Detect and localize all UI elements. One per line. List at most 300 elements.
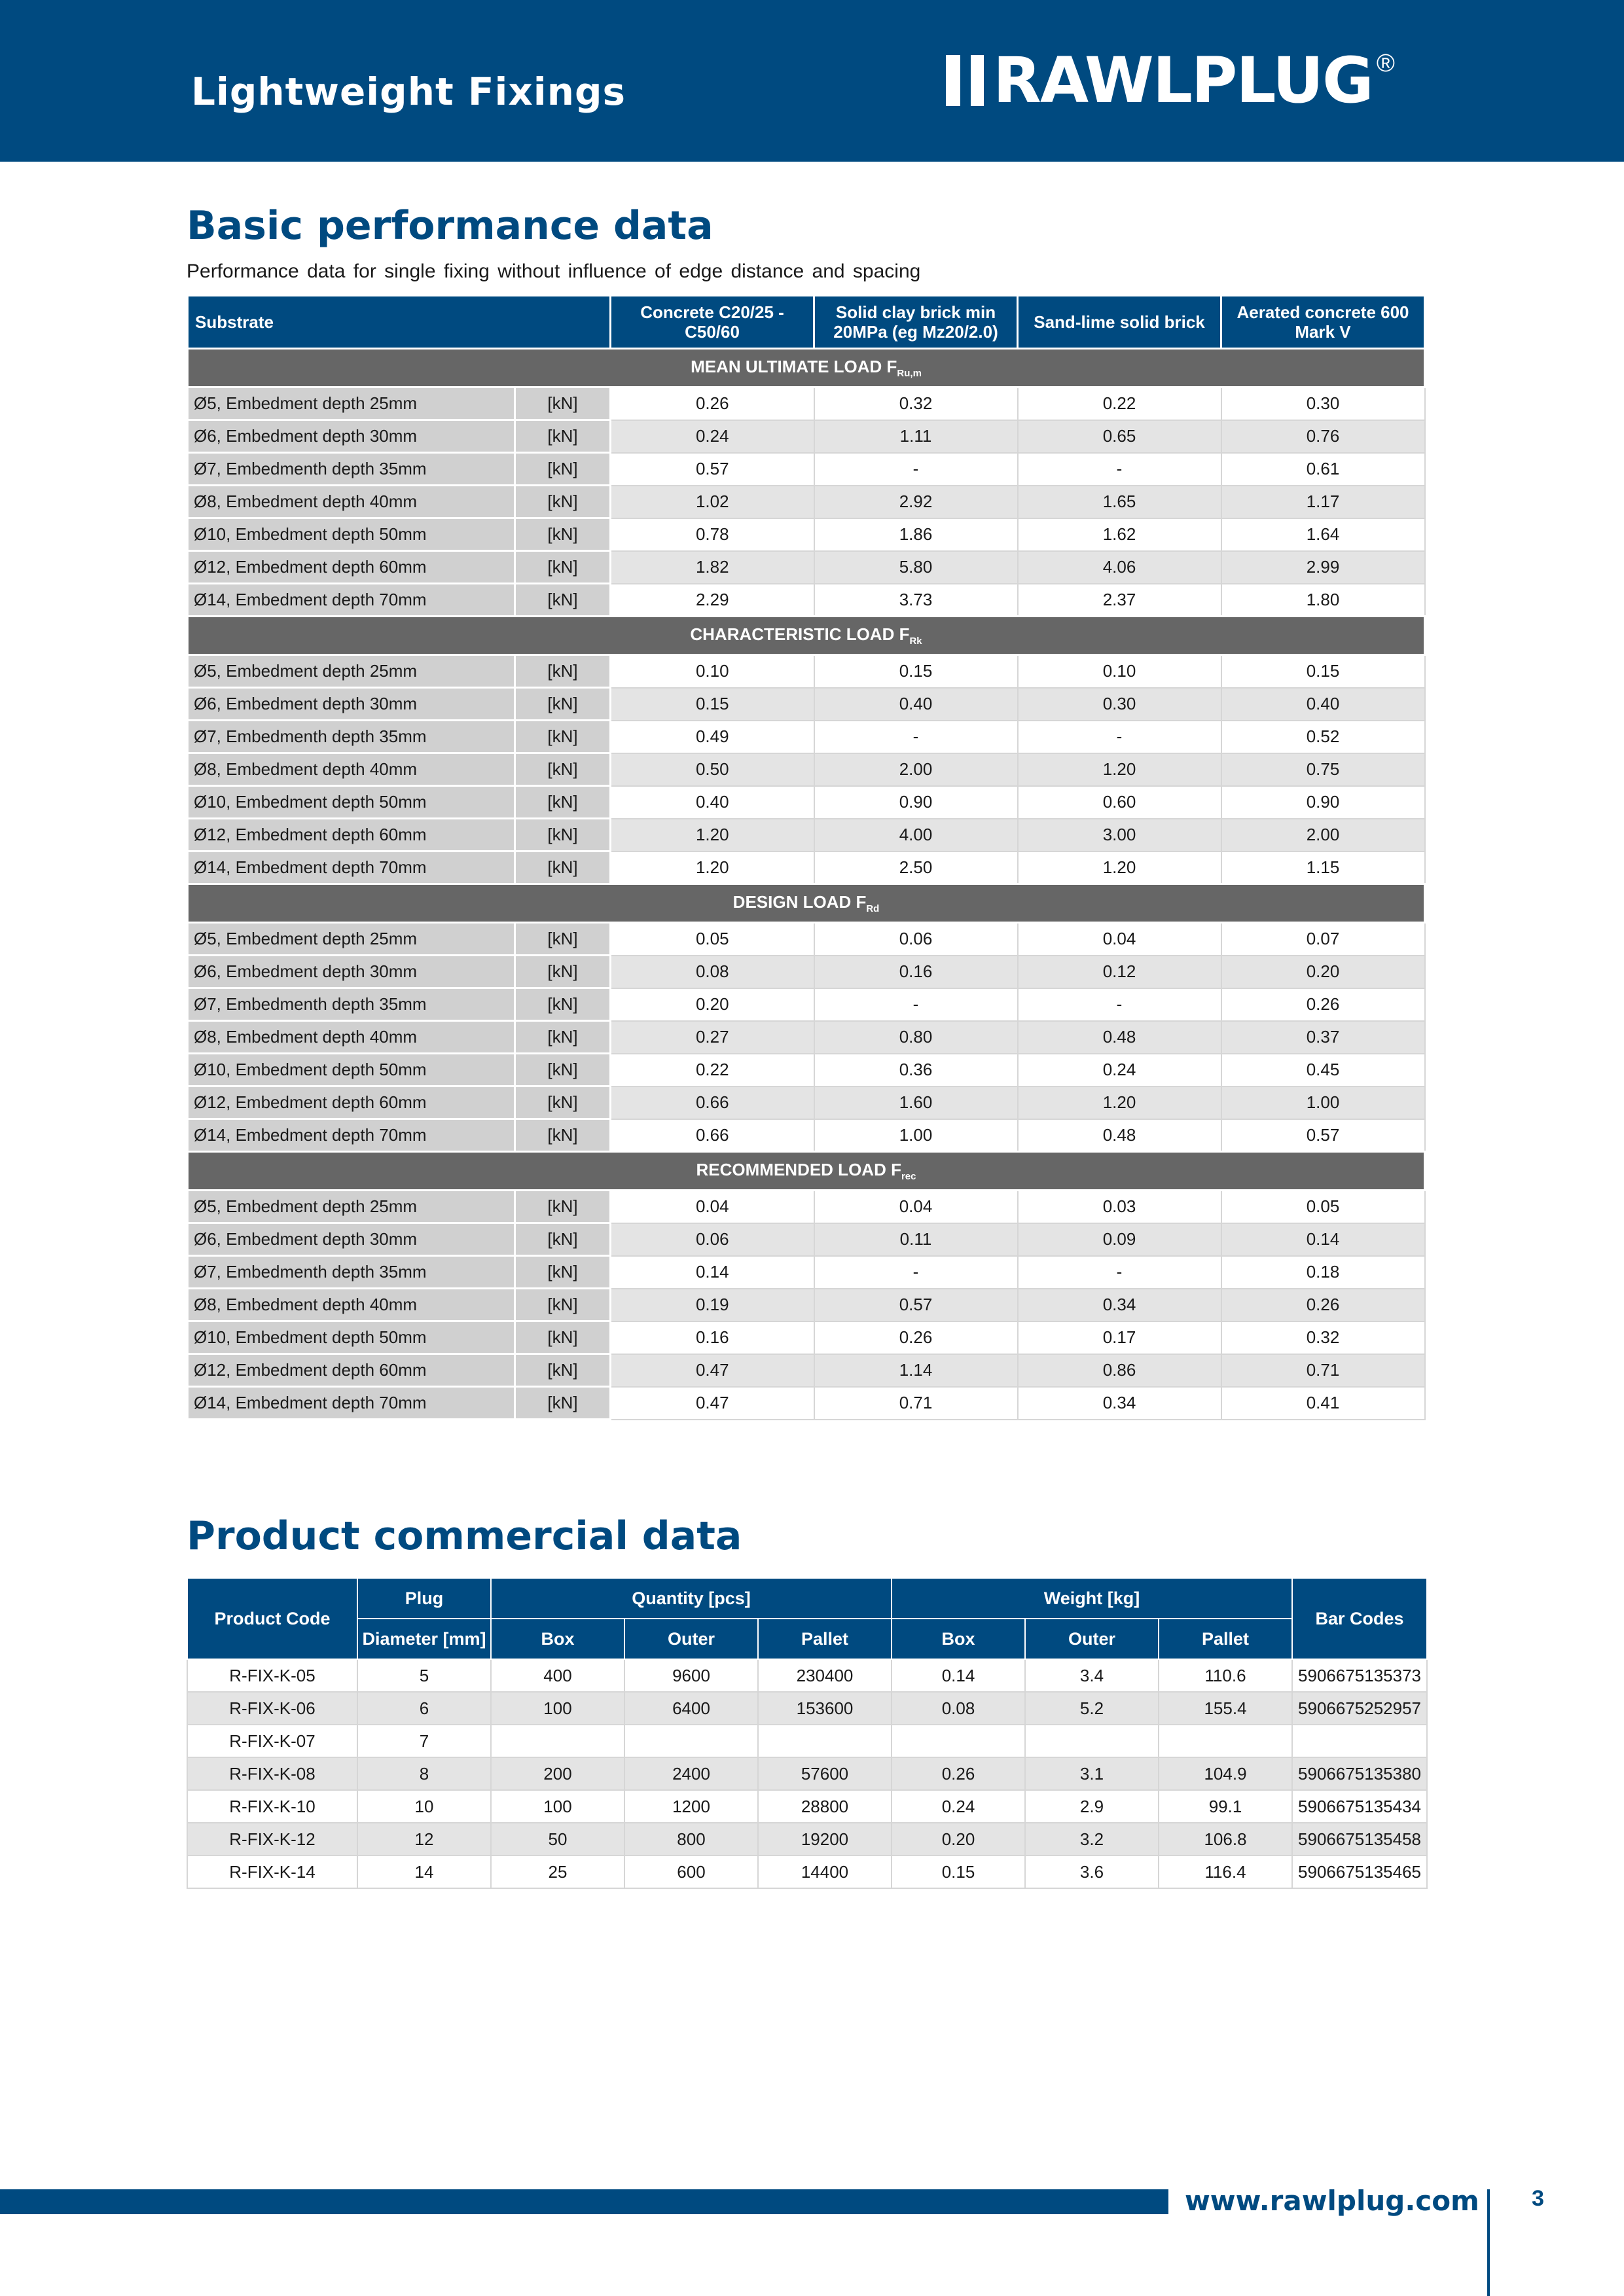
row-label: Ø8, Embedment depth 40mm [188,753,515,786]
col-weight-box: Box [892,1619,1025,1659]
col-weight-outer: Outer [1025,1619,1159,1659]
table-row [188,387,1425,420]
section-subscript: Rd [866,903,880,915]
row-unit: [kN] [515,1256,611,1289]
table-cell: 0.14 [611,1256,814,1289]
table-cell: 0.04 [814,1191,1018,1223]
row-label: Ø5, Embedment depth 25mm [188,1191,515,1223]
table-cell: R-FIX-K-06 [187,1692,357,1725]
row-label: Ø10, Embedment depth 50mm [188,518,515,551]
table-cell: 0.71 [1221,1354,1425,1387]
row-unit: [kN] [515,518,611,551]
table-cell: 0.24 [892,1790,1025,1823]
table-cell: 5.80 [814,551,1018,584]
table-cell: 0.50 [611,753,814,786]
table-cell: 0.76 [1221,420,1425,453]
table-cell: 5906675135373 [1292,1659,1427,1692]
table-cell: 0.27 [611,1021,814,1054]
table-cell: 14400 [758,1856,892,1888]
table-row [188,956,1425,988]
row-unit: [kN] [515,1354,611,1387]
row-label: Ø14, Embedment depth 70mm [188,852,515,884]
table-row [187,1757,1427,1790]
table-cell: 0.40 [611,786,814,819]
section-title [188,1152,1425,1191]
table-cell: 0.71 [814,1387,1018,1420]
section-subscript: rec [901,1171,916,1183]
table-cell: 1.00 [814,1119,1018,1152]
table-cell: - [1018,1256,1221,1289]
col-aerated: Aerated concrete 600 Mark V [1221,296,1425,349]
section-label: CHARACTERISTIC LOAD F [690,624,910,644]
table-cell: 0.06 [611,1223,814,1256]
table-cell: 0.40 [1221,688,1425,721]
table-cell: 25 [491,1856,624,1888]
table-cell: 57600 [758,1757,892,1790]
table-cell: 0.05 [1221,1191,1425,1223]
table-row [188,786,1425,819]
table-cell: 100 [491,1790,624,1823]
row-label: Ø14, Embedment depth 70mm [188,1119,515,1152]
table-row [188,1021,1425,1054]
table-cell: 0.07 [1221,923,1425,956]
table-cell: 0.57 [814,1289,1018,1321]
table-cell: 116.4 [1159,1856,1292,1888]
table-cell: 0.90 [814,786,1018,819]
table-cell: 100 [491,1692,624,1725]
row-label: Ø7, Embedmenth depth 35mm [188,453,515,486]
table-cell: 6400 [624,1692,758,1725]
row-unit: [kN] [515,387,611,420]
table-cell: 0.22 [1018,387,1221,420]
table-cell: 0.80 [814,1021,1018,1054]
table-cell: 0.52 [1221,721,1425,753]
table-row [188,1289,1425,1321]
table-cell: 400 [491,1659,624,1692]
table-cell: 0.16 [611,1321,814,1354]
table-cell: 0.26 [814,1321,1018,1354]
table-cell: 0.09 [1018,1223,1221,1256]
table-row [188,1086,1425,1119]
table-cell: 0.05 [611,923,814,956]
table-cell: 0.15 [814,655,1018,688]
performance-subtitle: Performance data for single fixing without influence of edge distance and spacing [187,260,921,282]
table-cell: R-FIX-K-08 [187,1757,357,1790]
table-cell: 0.49 [611,721,814,753]
table-cell: 5906675135465 [1292,1856,1427,1888]
table-cell: 0.17 [1018,1321,1221,1354]
row-unit: [kN] [515,486,611,518]
table-cell: 1.20 [611,819,814,852]
section-label: RECOMMENDED LOAD F [696,1159,901,1179]
row-label: Ø7, Embedmenth depth 35mm [188,1256,515,1289]
table-cell: 1.15 [1221,852,1425,884]
table-cell: 0.18 [1221,1256,1425,1289]
section-row [188,1152,1425,1191]
table-cell: 0.10 [611,655,814,688]
col-diameter: Diameter [mm] [357,1619,491,1659]
table-cell: 0.19 [611,1289,814,1321]
table-cell: 0.37 [1221,1021,1425,1054]
table-cell: 0.60 [1018,786,1221,819]
row-unit: [kN] [515,1086,611,1119]
table-row [188,518,1425,551]
table-cell: 600 [624,1856,758,1888]
table-cell: 2400 [624,1757,758,1790]
table-cell: 0.34 [1018,1289,1221,1321]
table-cell: 5906675135380 [1292,1757,1427,1790]
table-cell: 0.34 [1018,1387,1221,1420]
table-cell: 0.16 [814,956,1018,988]
table-cell: 0.24 [1018,1054,1221,1086]
row-label: Ø6, Embedment depth 30mm [188,1223,515,1256]
row-label: Ø5, Embedment depth 25mm [188,655,515,688]
table-cell: 0.66 [611,1086,814,1119]
table-cell: 0.24 [611,420,814,453]
table-cell: R-FIX-K-10 [187,1790,357,1823]
table-cell: 0.41 [1221,1387,1425,1420]
row-unit: [kN] [515,819,611,852]
table-cell: 1.11 [814,420,1018,453]
col-weight-pallet: Pallet [1159,1619,1292,1659]
table-cell: 200 [491,1757,624,1790]
table-row [188,721,1425,753]
table-cell: 0.10 [1018,655,1221,688]
table-cell: 3.00 [1018,819,1221,852]
row-label: Ø8, Embedment depth 40mm [188,1021,515,1054]
table-cell: 0.78 [611,518,814,551]
row-label: Ø7, Embedmenth depth 35mm [188,721,515,753]
row-unit: [kN] [515,721,611,753]
table-cell: - [814,453,1018,486]
table-row [188,852,1425,884]
table-cell: 4.00 [814,819,1018,852]
row-unit: [kN] [515,1321,611,1354]
table-cell: 5.2 [1025,1692,1159,1725]
table-row [188,420,1425,453]
table-cell: 3.2 [1025,1823,1159,1856]
table-cell: 153600 [758,1692,892,1725]
table-cell: 2.00 [814,753,1018,786]
row-unit: [kN] [515,420,611,453]
table-cell: 800 [624,1823,758,1856]
rawlplug-logo [946,44,1395,117]
table-cell: 0.26 [611,387,814,420]
table-cell: 2.9 [1025,1790,1159,1823]
table-cell: R-FIX-K-07 [187,1725,357,1757]
table-cell: 0.22 [611,1054,814,1086]
table-cell: 0.26 [1221,988,1425,1021]
commercial-heading: Product commercial data [187,1513,742,1559]
row-label: Ø8, Embedment depth 40mm [188,486,515,518]
section-title [188,349,1425,387]
row-label: Ø5, Embedment depth 25mm [188,923,515,956]
table-cell: 0.57 [611,453,814,486]
table-row [187,1659,1427,1692]
section-label: MEAN ULTIMATE LOAD F [691,356,897,376]
row-label: Ø10, Embedment depth 50mm [188,786,515,819]
table-cell: 9600 [624,1659,758,1692]
row-unit: [kN] [515,786,611,819]
table-cell: 0.45 [1221,1054,1425,1086]
table-cell: 0.03 [1018,1191,1221,1223]
commercial-table [187,1577,1428,1889]
table-row [188,1321,1425,1354]
row-unit: [kN] [515,753,611,786]
table-cell: 0.65 [1018,420,1221,453]
footer-url[interactable]: www.rawlplug.com [1185,2185,1479,2217]
table-row [188,655,1425,688]
col-product-code: Product Code [187,1578,357,1659]
header-title: Lightweight Fixings [191,69,626,114]
performance-table [187,295,1426,1420]
table-cell: 3.73 [814,584,1018,617]
table-row [188,753,1425,786]
table-row [188,1191,1425,1223]
table-row [187,1856,1427,1888]
table-cell: 0.08 [611,956,814,988]
table-cell: 28800 [758,1790,892,1823]
table-cell: 10 [357,1790,491,1823]
table-cell: 1.82 [611,551,814,584]
table-cell: 106.8 [1159,1823,1292,1856]
col-qty-outer: Outer [624,1619,758,1659]
table-cell: - [1018,453,1221,486]
table-row [188,688,1425,721]
table-cell: 1.02 [611,486,814,518]
table-cell: R-FIX-K-05 [187,1659,357,1692]
row-unit: [kN] [515,1021,611,1054]
table-cell: 0.15 [1221,655,1425,688]
table-cell: 1.20 [1018,852,1221,884]
table-cell: 1.17 [1221,486,1425,518]
table-cell: 1.20 [611,852,814,884]
table-row [188,1119,1425,1152]
row-unit: [kN] [515,923,611,956]
table-row [188,486,1425,518]
row-label: Ø5, Embedment depth 25mm [188,387,515,420]
table-cell: 3.1 [1025,1757,1159,1790]
row-unit: [kN] [515,956,611,988]
table-cell: 0.75 [1221,753,1425,786]
table-cell: 8 [357,1757,491,1790]
table-cell: 0.40 [814,688,1018,721]
table-cell: 0.15 [611,688,814,721]
table-row [188,1256,1425,1289]
table-cell: - [1018,721,1221,753]
col-weight: Weight [kg] [892,1578,1292,1619]
table-cell: 0.48 [1018,1119,1221,1152]
table-cell: 0.57 [1221,1119,1425,1152]
row-unit: [kN] [515,1289,611,1321]
table-cell: 7 [357,1725,491,1757]
col-concrete: Concrete C20/25 - C50/60 [611,296,814,349]
header-bar [0,0,1624,162]
row-label: Ø10, Embedment depth 50mm [188,1054,515,1086]
table-cell: 104.9 [1159,1757,1292,1790]
table-cell: 0.32 [814,387,1018,420]
section-subscript: Rk [909,636,922,647]
table-cell: 0.20 [892,1823,1025,1856]
table-cell: - [814,1256,1018,1289]
row-label: Ø12, Embedment depth 60mm [188,1086,515,1119]
row-label: Ø8, Embedment depth 40mm [188,1289,515,1321]
table-cell: 0.20 [611,988,814,1021]
table-row [187,1725,1427,1757]
table-cell: 0.26 [1221,1289,1425,1321]
rawlplug-logo-mark-icon [946,55,984,106]
table-cell: 0.04 [611,1191,814,1223]
col-bar-codes: Bar Codes [1292,1578,1427,1659]
table-cell [624,1725,758,1757]
table-row [188,551,1425,584]
row-label: Ø10, Embedment depth 50mm [188,1321,515,1354]
table-cell: 0.30 [1018,688,1221,721]
table-cell: 1.65 [1018,486,1221,518]
table-cell: - [814,988,1018,1021]
row-unit: [kN] [515,852,611,884]
table-row [188,923,1425,956]
table-cell: 0.66 [611,1119,814,1152]
table-cell: 2.99 [1221,551,1425,584]
table-cell: 1.80 [1221,584,1425,617]
section-row [188,349,1425,387]
table-cell: 2.92 [814,486,1018,518]
performance-heading: Basic performance data [187,203,713,249]
col-clay-brick: Solid clay brick min 20MPa (eg Mz20/2.0) [814,296,1018,349]
table-cell: R-FIX-K-14 [187,1856,357,1888]
table-cell: 3.6 [1025,1856,1159,1888]
table-cell: 0.14 [892,1659,1025,1692]
table-cell: 1.20 [1018,753,1221,786]
table-cell [491,1725,624,1757]
table-cell: 1200 [624,1790,758,1823]
row-label: Ø14, Embedment depth 70mm [188,584,515,617]
table-cell: 12 [357,1823,491,1856]
table-row [188,1387,1425,1420]
section-title [188,884,1425,923]
table-row [188,819,1425,852]
table-cell: 1.64 [1221,518,1425,551]
table-cell: 2.50 [814,852,1018,884]
table-cell: 5906675135434 [1292,1790,1427,1823]
table-cell: 2.29 [611,584,814,617]
table-cell: 110.6 [1159,1659,1292,1692]
table-cell: 5 [357,1659,491,1692]
footer-divider [1487,2189,1490,2296]
table-row [188,584,1425,617]
row-unit: [kN] [515,655,611,688]
table-cell: 5906675252957 [1292,1692,1427,1725]
table-cell: 2.00 [1221,819,1425,852]
row-label: Ø12, Embedment depth 60mm [188,1354,515,1387]
table-cell [758,1725,892,1757]
table-cell: 6 [357,1692,491,1725]
table-cell: 0.26 [892,1757,1025,1790]
table-cell: 0.48 [1018,1021,1221,1054]
table-cell: 0.61 [1221,453,1425,486]
table-cell: 1.20 [1018,1086,1221,1119]
row-label: Ø12, Embedment depth 60mm [188,819,515,852]
table-cell: 0.12 [1018,956,1221,988]
table-cell: 0.08 [892,1692,1025,1725]
table-row [187,1790,1427,1823]
table-cell: 1.60 [814,1086,1018,1119]
row-unit: [kN] [515,1387,611,1420]
registered-mark: ® [1376,49,1395,77]
table-cell: 99.1 [1159,1790,1292,1823]
section-title [188,617,1425,655]
table-cell [1292,1725,1427,1757]
footer-bar [0,2189,1168,2214]
col-qty-box: Box [491,1619,624,1659]
row-unit: [kN] [515,1223,611,1256]
table-row [187,1692,1427,1725]
table-cell: 50 [491,1823,624,1856]
row-unit: [kN] [515,584,611,617]
table-row [187,1823,1427,1856]
table-cell: 19200 [758,1823,892,1856]
table-cell: 0.47 [611,1387,814,1420]
table-cell: 1.86 [814,518,1018,551]
row-unit: [kN] [515,1054,611,1086]
table-cell: 0.86 [1018,1354,1221,1387]
table-cell: 0.90 [1221,786,1425,819]
row-label: Ø6, Embedment depth 30mm [188,956,515,988]
row-label: Ø6, Embedment depth 30mm [188,688,515,721]
row-label: Ø6, Embedment depth 30mm [188,420,515,453]
row-label: Ø12, Embedment depth 60mm [188,551,515,584]
table-cell: 0.30 [1221,387,1425,420]
col-sand-lime: Sand-lime solid brick [1018,296,1221,349]
row-label: Ø14, Embedment depth 70mm [188,1387,515,1420]
row-label: Ø7, Embedmenth depth 35mm [188,988,515,1021]
col-plug: Plug [357,1578,491,1619]
table-cell: 0.47 [611,1354,814,1387]
table-cell: 0.04 [1018,923,1221,956]
table-cell: 0.14 [1221,1223,1425,1256]
row-unit: [kN] [515,688,611,721]
table-cell [1159,1725,1292,1757]
table-row [188,1354,1425,1387]
row-unit: [kN] [515,1191,611,1223]
table-cell [1025,1725,1159,1757]
row-unit: [kN] [515,1119,611,1152]
table-cell: - [814,721,1018,753]
table-cell: 1.62 [1018,518,1221,551]
section-row [188,617,1425,655]
section-subscript: Ru,m [897,368,922,380]
table-cell [892,1725,1025,1757]
table-cell: 1.14 [814,1354,1018,1387]
col-substrate: Substrate [188,296,611,349]
table-row [188,1054,1425,1086]
table-cell: 0.20 [1221,956,1425,988]
table-row [188,1223,1425,1256]
table-cell: 1.00 [1221,1086,1425,1119]
page-number: 3 [1532,2186,1544,2211]
table-cell: 0.36 [814,1054,1018,1086]
col-qty-pallet: Pallet [758,1619,892,1659]
table-cell: 0.11 [814,1223,1018,1256]
table-cell: 155.4 [1159,1692,1292,1725]
table-cell: 14 [357,1856,491,1888]
table-cell: 2.37 [1018,584,1221,617]
col-quantity: Quantity [pcs] [491,1578,892,1619]
logo-wordmark: RAWLPLUG [993,44,1373,117]
table-row [188,988,1425,1021]
table-row [188,453,1425,486]
